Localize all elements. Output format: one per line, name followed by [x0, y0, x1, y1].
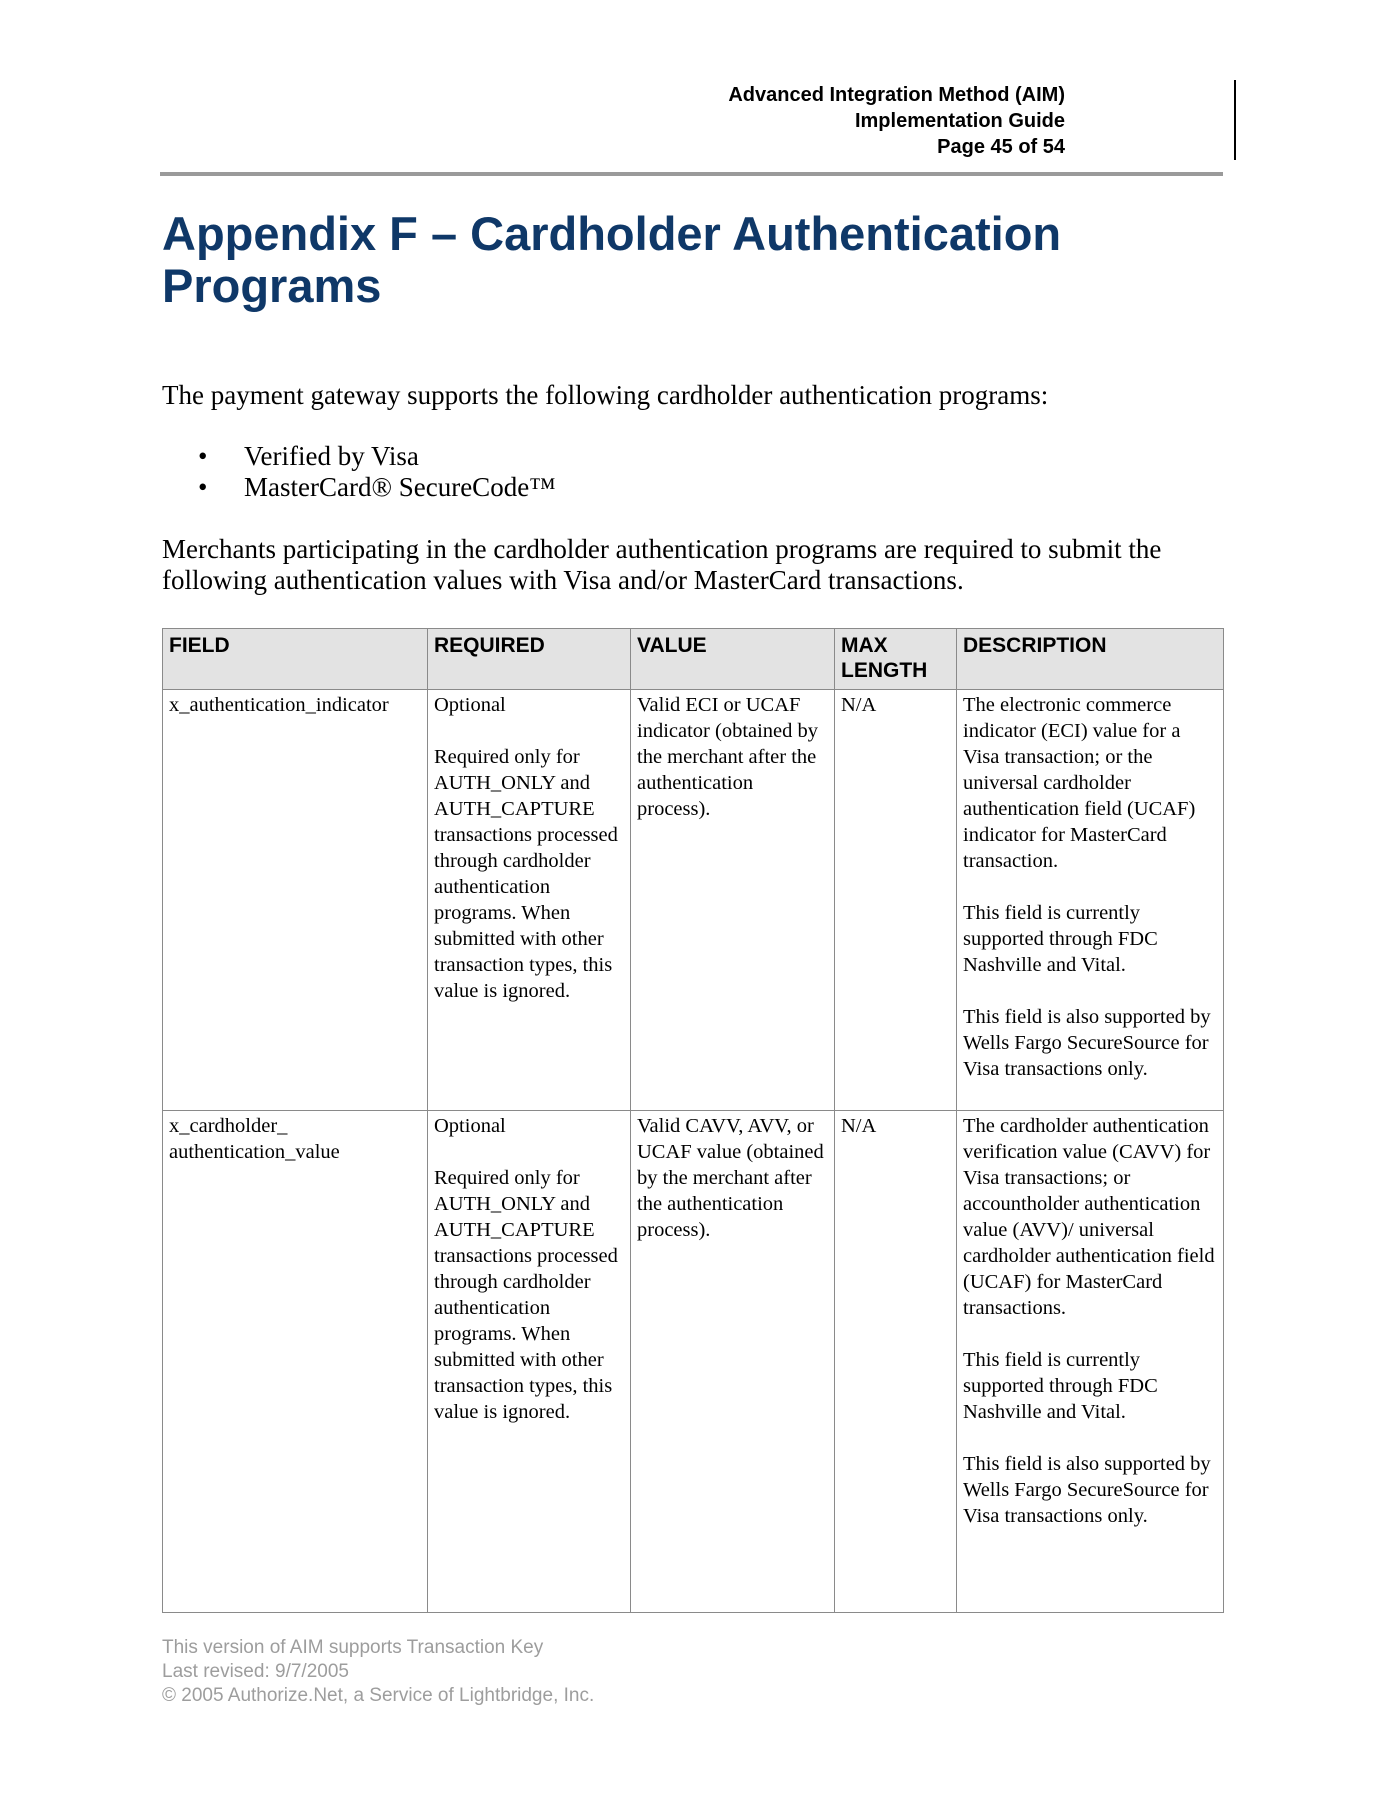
footer-copyright: © 2005 Authorize.Net, a Service of Lightbridge, Inc. [162, 1685, 595, 1706]
header-horizontal-rule [160, 172, 1223, 176]
description-text: The electronic commerce indicator (ECI) value for a Visa transaction; or the universal cardholder authentication field (UCAF) indicator for MasterCard transaction. [963, 694, 1196, 872]
table-header-row [163, 629, 1224, 690]
footer-version-note: This version of AIM supports Transaction Key [162, 1637, 544, 1658]
program-name: MasterCard® SecureCode™ [244, 472, 556, 502]
max-length-header-line-1: MAX [841, 634, 888, 657]
description-processor-note: This field is currently supported through FDC Nashville and Vital. [963, 1349, 1158, 1423]
required-cell [428, 1111, 631, 1613]
field-name: x_cardholder_ [169, 1115, 288, 1137]
program-name: Verified by Visa [244, 441, 419, 471]
description-text: The cardholder authentication verification value (CAVV) for Visa transactions; or accountholder authentication value (AVV)/ universal cardholder authentication field (UCAF) for MasterCard transactions. [963, 1115, 1215, 1319]
required-note: Required only for AUTH_ONLY and AUTH_CAPTURE transactions processed through cardholder authentication programs. When submitted with other transaction types, this value is ignored. [434, 1167, 618, 1423]
field-name-continued: authentication_value [169, 1141, 340, 1163]
required-status: Optional [434, 1115, 506, 1137]
column-header-max-length [835, 629, 957, 690]
column-header-required: REQUIRED [428, 629, 631, 690]
page-title-line-1: Appendix F – Cardholder Authentication [162, 207, 1062, 260]
description-cell [957, 1111, 1224, 1613]
intro-paragraph: The payment gateway supports the following cardholder authentication programs: [162, 380, 1049, 410]
required-note: Required only for AUTH_ONLY and AUTH_CAPTURE transactions processed through cardholder authentication programs. When submitted with other transaction types, this value is ignored. [434, 746, 618, 1002]
program-list [198, 441, 556, 503]
column-header-field: FIELD [163, 629, 428, 690]
merchants-paragraph-line-2: following authentication values with Visa and/or MasterCard transactions. [162, 565, 964, 595]
merchants-paragraph-line-1: Merchants participating in the cardholder authentication programs are required to submit the [162, 534, 1162, 564]
header-page-number: Page 45 of 54 [937, 136, 1065, 158]
max-length-cell: N/A [835, 1111, 957, 1613]
max-length-cell: N/A [835, 690, 957, 1111]
list-item [198, 472, 556, 503]
required-status: Optional [434, 694, 506, 716]
list-item [198, 441, 556, 472]
description-support-note: This field is also supported by Wells Fargo SecureSource for Visa transactions only. [963, 1006, 1211, 1080]
table-row [163, 1111, 1224, 1613]
page-footer [162, 1636, 594, 1708]
authentication-fields-table [162, 628, 1224, 1613]
bullet-icon: • [198, 472, 208, 502]
bullet-icon: • [198, 441, 208, 471]
header-guide-type: Implementation Guide [854, 110, 1065, 132]
required-cell [428, 690, 631, 1111]
column-header-value: VALUE [631, 629, 835, 690]
header-guide-name: Advanced Integration Method (AIM) [728, 84, 1065, 106]
header-vertical-rule [1234, 80, 1236, 160]
running-header [728, 82, 1077, 160]
column-header-description: DESCRIPTION [957, 629, 1224, 690]
field-name: x_authentication_indicator [169, 694, 389, 716]
description-cell [957, 690, 1224, 1111]
max-length-header-line-2: LENGTH [841, 659, 928, 682]
field-name-cell [163, 690, 428, 1111]
field-name-cell [163, 1111, 428, 1613]
description-support-note: This field is also supported by Wells Fargo SecureSource for Visa transactions only. [963, 1453, 1211, 1527]
table-row [163, 690, 1224, 1111]
value-cell: Valid CAVV, AVV, or UCAF value (obtained by the merchant after the authentication process). [631, 1111, 835, 1613]
page-title-line-2: Programs [162, 259, 382, 312]
value-cell: Valid ECI or UCAF indicator (obtained by the merchant after the authentication process). [631, 690, 835, 1111]
footer-revision-date: Last revised: 9/7/2005 [162, 1661, 349, 1682]
page-title [162, 208, 1222, 312]
merchants-paragraph [162, 534, 1232, 596]
description-processor-note: This field is currently supported through FDC Nashville and Vital. [963, 902, 1158, 976]
